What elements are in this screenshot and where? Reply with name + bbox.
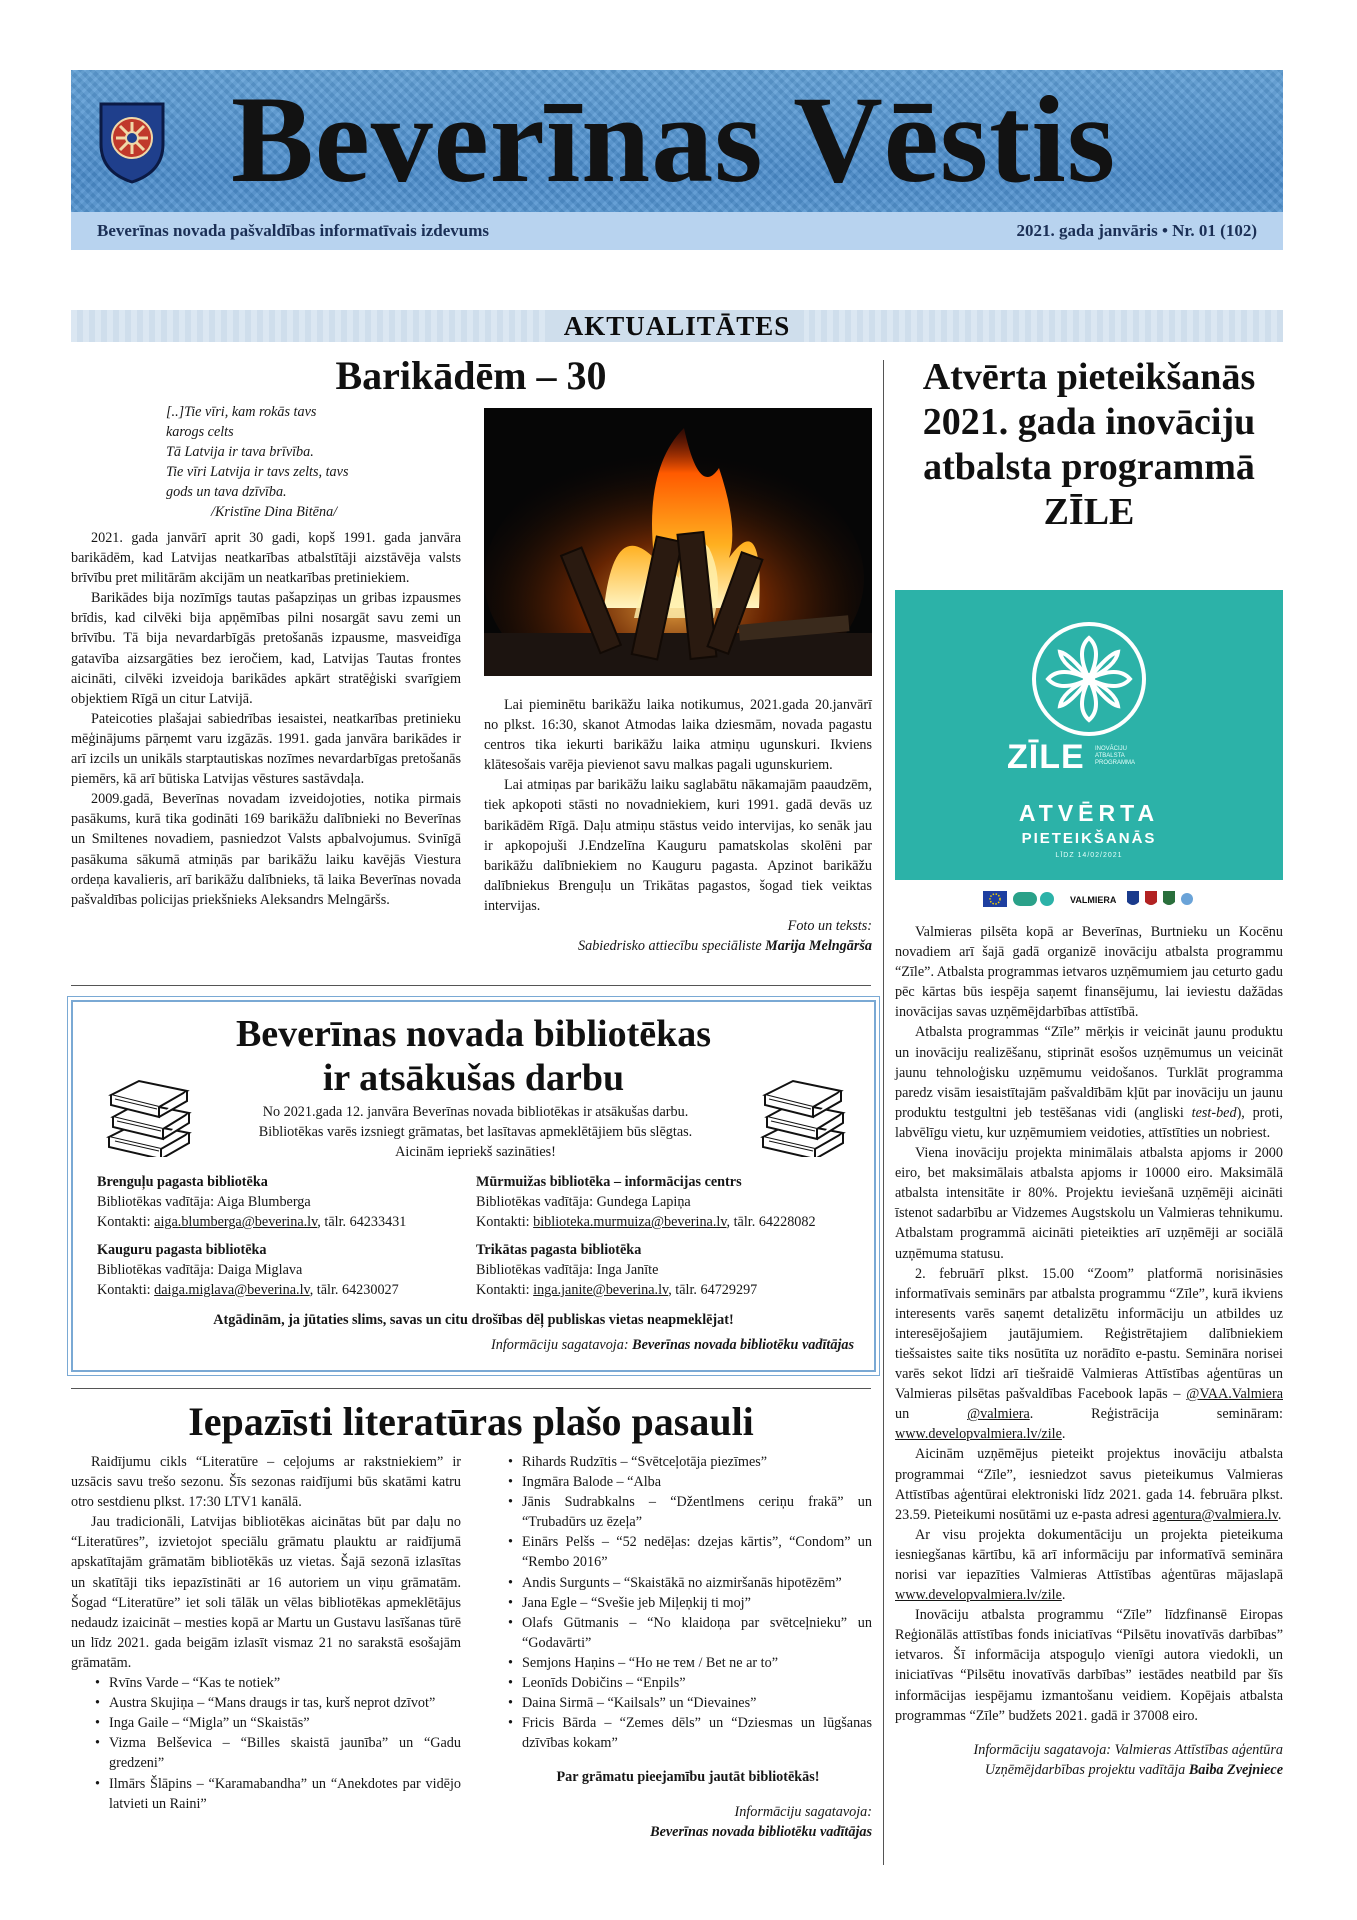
zile-title: Atvērta pieteikšanās 2021. gada inovāciju atbalsta programmā ZĪLE [922, 356, 1256, 533]
section-band [71, 310, 1283, 342]
zile-article-body [895, 922, 1283, 1780]
paragraph: Valmieras pilsēta kopā ar Beverīnas, Burtnieku un Kocēnu novadiem arī šajā gadā organizē inovāciju atbalsta programmu “Zīle”. Atbalsta programmas ietvaros uzņēmumiem jau ceturto gadu pēc kārtas būs iespēja saņemt finansējumu, lai ieviestu dažādas inovācijas savas uzņēmējdarbības attīstībā. [895, 924, 1283, 1021]
library-head: Bibliotēkas vadītāja: Gundega Lapiņa [476, 1194, 691, 1210]
author-name: Marija Melngārša [765, 938, 872, 955]
masthead-issue: 2021. gada janvāris • Nr. 01 (102) [1016, 221, 1257, 240]
library-entry-brenguli [97, 1172, 406, 1232]
list-item: • Jana Egle – “Svešie jeb Miļeņkij ti moj” [504, 1593, 872, 1613]
zile-deadline: LĪDZ 14/02/2021 [1055, 852, 1123, 859]
library-notice-box [71, 1000, 876, 1372]
list-item: • Leonīds Dobičins – “Enpils” [504, 1673, 872, 1693]
masthead-subtitle: Beverīnas novada pašvaldības informatīvais izdevums [97, 221, 489, 240]
list-item: • Vizma Belševica – “Billes skaistā jaunība” un “Gadu gredzeni” [91, 1733, 461, 1773]
phone: , tālr. 64729297 [668, 1282, 758, 1298]
poem-author: /Kristīne Dina Bitēna/ [211, 504, 338, 520]
literature-title: Iepazīsti literatūras plašo pasauli [188, 1399, 754, 1444]
paragraph [895, 1525, 1283, 1605]
uia-logo-icon [1013, 892, 1037, 906]
coat-of-arms-icon [1127, 891, 1139, 905]
contact-label: Kontakti: [476, 1214, 534, 1230]
eu-flag-icon [983, 891, 1007, 907]
poem-line: karogs celts [166, 424, 234, 440]
library-title-line-1: Beverīnas novada bibliotēkas [235, 1013, 712, 1055]
books-icon [755, 1067, 850, 1157]
book-list-2 [504, 1452, 872, 1753]
poem-line: Tā Latvija ir tava brīvība. [166, 444, 314, 460]
list-item: • Austra Skujiņa – “Mans draugs ir tas, kurš neprot dzīvot” [91, 1693, 461, 1713]
list-item: • Inga Gaile – “Migla” un “Skaistās” [91, 1713, 461, 1733]
books-icon [101, 1067, 196, 1157]
credit-name: Beverīnas novada bibliotēku vadītājas [632, 1337, 854, 1353]
email-link[interactable]: daiga.miglava@beverina.lv [154, 1282, 310, 1298]
text-run: un [895, 1406, 968, 1423]
library-name: Trikātas pagasta bibliotēka [476, 1242, 642, 1258]
list-item: • Daina Sirmā – “Kailsals” un “Dievaines” [504, 1693, 872, 1713]
list-item: • Semjons Haņins – “Но не тем / Bet ne ar to” [504, 1653, 872, 1673]
library-intro [253, 1102, 698, 1162]
text-run: Ar visu projekta dokumentāciju un projekta pieteikuma iesniegšanas kārtību, kā arī informāciju par informatīvā semināra norisi var iepazīties Valmieras Attīstības aģentūras mājaslapā [895, 1526, 1283, 1583]
facebook-link[interactable]: @valmiera [967, 1406, 1030, 1423]
credit-label: Informāciju sagatavoja: [491, 1337, 633, 1353]
intro-line: Aicinām iepriekš sazināties! [395, 1144, 556, 1160]
barikades-column-1 [71, 528, 461, 910]
credit-name: Baiba Zvejniece [1188, 1761, 1283, 1778]
masthead [71, 70, 1283, 250]
text-run: . [1061, 1587, 1066, 1604]
text-run: Aicinām uzņēmējus pieteikt projektus inovāciju atbalsta programmai “Zīle”, iesniedzot savus pieteikumus Valmieras Attīstības aģentūrai elektroniski līdz 2021. gada 14. februāra plkst. 23.59. Pieteikumi nosūtāmi uz e-pasta adresi [895, 1446, 1283, 1523]
paragraph [895, 1444, 1283, 1524]
library-head: Bibliotēkas vadītāja: Inga Janīte [476, 1262, 659, 1278]
paragraph: Barikādes bija nozīmīgs tautas pašapziņas un gribas izpausmes brīdis, kad cilvēki bija apņēmības pilni nosargāt savu zemi un brīvību. Tā bija nevardarbīgās pretošanās izpausme, masveidīga gatavība aizsargāties bez ieročiem, kad, Latvijas Tautas frontes aicināti, cilvēki izveidoja barikādes apkārt stratēģiski svarīgiem objektiem Rīgā un citur Latvijā. [71, 590, 461, 707]
intro-line: No 2021.gada 12. janvāra Beverīnas novada bibliotēkas ir atsākušas darbu. [262, 1104, 689, 1120]
library-credit [491, 1337, 854, 1354]
zile-credit [895, 1740, 1283, 1780]
list-item: • Rihards Rudzītis – “Svētceļotāja piezīmes” [504, 1452, 872, 1472]
email-link[interactable]: agentura@valmiera.lv [1152, 1506, 1278, 1523]
list-item: • Ilmārs Šlāpins – “Karamabandha” un “Anekdotes par vidējo latvieti un Raini” [91, 1774, 461, 1814]
intro-line: Bibliotēkas varēs izsniegt grāmatas, bet lasītavas apmeklētājiem būs slēgtas. [258, 1124, 693, 1140]
masthead-strip [71, 212, 1283, 250]
library-title-line-2: ir atsākušas darbu [322, 1057, 625, 1099]
paragraph: 2009.gadā, Beverīnas novadam izveidojoties, notika pirmais pasākums, kurā tika godināti 169 barikāžu dalībnieki no Beverīnas un Smiltenes novadiem, pasniedzot Valsts apbalvojumus. Svinīgā pasākuma sākumā atmiņās par barikāžu laiku kavējās Viestura ordeņa kavalieris, arī barikāžu dalībnieks, tā laika Beverīnas novada pašvaldības policijas priekšnieks Aleksandrs Melngāršs. [71, 791, 461, 908]
paragraph [895, 1022, 1283, 1143]
coat-of-arms-icon [1145, 891, 1157, 905]
list-item: • Ingmāra Balode – “Alba [504, 1472, 872, 1492]
email-link[interactable]: inga.janite@beverina.lv [533, 1282, 669, 1298]
text-run: . [1061, 1426, 1066, 1443]
list-item: • Jānis Sudrabkalns – “Džentlmens ceriņu frakā” un “Trubadūrs uz ēzeļa” [504, 1492, 872, 1532]
text-run: ), proti, labvēlīgu vietu, kur uzņēmumiem veidoties, attīstīties un nobriest. [895, 1104, 1283, 1141]
phone: , tālr. 64233431 [317, 1214, 407, 1230]
author-credit [484, 936, 872, 956]
library-name: Brenguļu pagasta bibliotēka [97, 1174, 268, 1190]
list-item: • Olafs Gūtmanis – “No klaidoņa par svētceļnieku” un “Godavārti” [504, 1613, 872, 1653]
coat-of-arms-icon [1163, 891, 1175, 905]
coat-of-arms-icon [97, 100, 167, 184]
list-item: • Rvīns Varde – “Kas te notiek” [91, 1673, 461, 1693]
poem-line: gods un tava dzīvība. [166, 484, 287, 500]
phone: , tālr. 64228082 [726, 1214, 816, 1230]
contact-label: Kontakti: [476, 1282, 534, 1298]
contact-label: Kontakti: [97, 1214, 155, 1230]
website-link[interactable]: www.developvalmiera.lv/zile [895, 1587, 1062, 1604]
barikades-title: Barikādēm – 30 [335, 353, 607, 398]
partner-logos [895, 886, 1283, 912]
library-head: Bibliotēkas vadītāja: Aiga Blumberga [97, 1194, 311, 1210]
text-run: test-bed [1191, 1104, 1237, 1121]
credit-name: Beverīnas novada bibliotēku vadītājas [650, 1823, 872, 1840]
paragraph: 2021. gada janvārī aprit 30 gadi, kopš 1991. gada janvāra barikādēm, kad Latvijas neatkarības atbalstītāji aizstāvēja valsts brīvību pret militārām akcijām un neatkarības pretiniekiem. [71, 530, 461, 587]
book-list-1 [71, 1673, 461, 1814]
valmiera-logo-text: VALMIERA [1070, 895, 1117, 905]
zile-banner [895, 590, 1283, 880]
library-entry-kauguri [97, 1240, 399, 1300]
library-reminder: Atgādinām, ja jūtaties slims, savas un citu drošības dēļ publiskas vietas neapmeklējat! [213, 1312, 734, 1328]
paragraph: Pateicoties plašajai sabiedrības iesaistei, neatkarības pretinieku mēģinājums pārņemt varu izgāzās. 1991. gada janvāra barikādes ir arī izcils un unikāls starptautiskas nozīmes nevardarbīgas pretošanās piemērs, kā arī būtiska Latvijas vēstures sastāvdaļa. [71, 710, 461, 788]
paragraph: Jau tradicionāli, Latvijas bibliotēkas aicinātas būt par daļu no “Literatūres”, izvietojot speciālu grāmatu plauktu ar raidījumā apskatītajām grāmatām bibliotēkās uz vietas. Šajā sezonā izlasītas un skatītāji tiks iepazīstināti ar 16 autoriem un viņu grāmatām. Šogad “Literatūre” iet soli tālāk un vēlas bibliotēkas apmeklētājus nedaudz izaicināt – mesties kopā ar Martu un Gustavu lasīšanas tūrē un līdz 2021. gada beigām izlasīt vismaz 21 no sarakstā esošajām grāmatām. [71, 1514, 461, 1671]
email-link[interactable]: biblioteka.murmuiza@beverina.lv [533, 1214, 727, 1230]
paragraph: Inovāciju atbalsta programmu “Zīle” līdzfinansē Eiropas Reģionālās attīstības fonds iniciatīvas “Pilsētu inovatīvās darbības” ietvaros. Šī informācija atspoguļo vienīgi autora viedokli, un iniciatīvas “Pilsētu inovatīvās darbības” iestādes neatbild par šīs informācijas iespējamu izmantošanu veidiem. Kopējais atbalsta programmas “Zīle” budžets 2021. gadā ir 37008 eiro. [895, 1607, 1283, 1724]
literature-credit [504, 1802, 872, 1842]
zile-flower-logo-icon [1030, 620, 1148, 738]
paragraph [895, 1264, 1283, 1445]
photo-credit: Foto un teksts: [787, 918, 872, 935]
library-entry-murmuiza [476, 1172, 816, 1232]
zile-open-text: ATVĒRTA [1018, 800, 1160, 826]
text-run: . [1277, 1506, 1282, 1523]
text-run: Atbalsta programmas “Zīle” mērķis ir veicināt jaunu produktu un inovāciju realizēšanu, stiprināt esošos uzņēmumus un veicināt jaunu tehnoloģisku uzņēmumu veidošanos. Turklāt programma paredz visām iesaistītajām pašvaldībām kļūt par inovāciju un jaunu produktu testgultni jeb testēšanas vidi (angliski [895, 1024, 1283, 1121]
paragraph: Lai pieminētu barikāžu laika notikumus, 2021.gada 20.janvārī no plkst. 16:30, skanot Atmodas laika dziesmām, novada pagastu centros tika iekurti barikāžu laika atmiņu ugunskuri. Ikviens klātesošais varēja pievienot savu malkas pagali ugunskuriem. [484, 697, 872, 774]
facebook-link[interactable]: @VAA.Valmiera [1186, 1386, 1283, 1403]
paragraph: Raidījumu cikls “Literatūre – ceļojums ar rakstniekiem” ir uzsācis savu trešo sezonu. Šīs sezonas raidījumi būs skatāmi katru otro sestdienu plkst. 17:30 LTV1 kanālā. [71, 1454, 461, 1511]
email-link[interactable]: aiga.blumberga@beverina.lv [154, 1214, 318, 1230]
paragraph: Viena inovāciju projekta minimālais atbalsta apjoms ir 2000 eiro, bet maksimālais atbalsta apjoms ir 10000 eiro. Maksimālā atbalsta intensitāte ir 80%. Projektu ieviešanā uzņēmēji aicināti īstenot sadarbību ar Vidzemes Augstskolu un Valmieras tehnikumu. Atbalstam programmā aicināti pieteikties arī uzņēmēji ar sociālā uzņēmuma statusu. [895, 1145, 1283, 1262]
literature-column-1 [71, 1452, 461, 1814]
credit-label: Informāciju sagatavoja: Valmieras Attīstības aģentūra [973, 1741, 1283, 1758]
library-entry-trikata [476, 1240, 757, 1300]
zile-small-logo-icon [1040, 892, 1054, 906]
literature-ask: Par grāmatu pieejamību jautāt bibliotēkās! [556, 1769, 820, 1786]
list-item: • Fricis Bārda – “Zemes dēls” un “Dziesmas un lūgšanas dzīvības kokam” [504, 1713, 872, 1753]
literature-column-2 [504, 1452, 872, 1842]
section-divider [71, 1388, 871, 1389]
author-role: Sabiedrisko attiecību speciāliste [578, 938, 762, 955]
phone: , tālr. 64230027 [309, 1282, 399, 1298]
masthead-title: Beverīnas Vēstis [231, 71, 1117, 208]
library-name: Kauguru pagasta bibliotēka [97, 1242, 267, 1258]
column-divider [883, 360, 884, 1865]
list-item: • Andis Surgunts – “Skaistākā no aizmiršanās hipotēzēm” [504, 1573, 872, 1593]
registration-link[interactable]: www.developvalmiera.lv/zile [895, 1426, 1062, 1443]
library-name: Mūrmuižas bibliotēka – informācijas centrs [476, 1174, 742, 1190]
credit-role: Uzņēmējdarbības projektu vadītāja [984, 1761, 1186, 1778]
text-run: 2. februārī plkst. 15.00 “Zoom” platformā norisināsies informatīvais seminārs par atbalsta programmu “Zīle”, kurā ikviens interesents varēs saņemt detalizētu informāciju un atbildes uz interesējošajiem jautājumiem. Reģistrētajiem dalībniekiem tiešsaistes saite tiks nosūtīta uz norādīto e-pastu. Semināra norisei varēs sekot līdzi arī tiešraidē Valmieras Attīstības aģentūras un Valmieras pilsētas pašvaldības Facebook lapās – [895, 1265, 1283, 1403]
bonfire-photo [484, 408, 872, 676]
zile-brand: ZĪLE [1007, 738, 1085, 776]
zile-brand-sub: INOVĀCIJU ATBALSTA PROGRAMMA [1095, 746, 1136, 766]
poem-line: Tie vīri Latvija ir tavs zelts, tavs [166, 464, 349, 480]
zile-apply-text: PIETEIKŠANĀS [1021, 830, 1157, 847]
text-run: . Reģistrācija semināram: [1029, 1406, 1283, 1423]
list-item: • Einārs Pelšs – “52 nedēļas: dzejas kārtis”, “Condom” un “Rembo 2016” [504, 1532, 872, 1572]
section-divider [71, 985, 871, 986]
barikades-poem [166, 402, 466, 522]
contact-label: Kontakti: [97, 1282, 155, 1298]
paragraph: Lai atmiņas par barikāžu laiku saglabātu nākamajām paaudzēm, tiek apkopoti stāsti no novadniekiem, kuri 1991. gadā devās uz barikādēm Rīgā. Daļu atmiņu stāstus veido intervijas, ko senāk jau ir apkopojuši J.Endzelīna Kauguru pamatskolas skolēni par barikāžu dalībniekiem no Kauguru pagasta. Apzinot barikāžu dalībniekus Brenguļu un Trikātas pagastos, šogad tiek veiktas intervijas. [484, 777, 872, 914]
library-head: Bibliotēkas vadītāja: Daiga Miglava [97, 1262, 303, 1278]
poem-line: [..]Tie vīri, kam rokās tavs [166, 404, 317, 420]
section-title: AKTUALITĀTES [550, 310, 805, 342]
barikades-column-2 [484, 695, 872, 956]
credit-label: Informāciju sagatavoja: [734, 1803, 872, 1820]
agency-logo-icon [1181, 893, 1193, 905]
